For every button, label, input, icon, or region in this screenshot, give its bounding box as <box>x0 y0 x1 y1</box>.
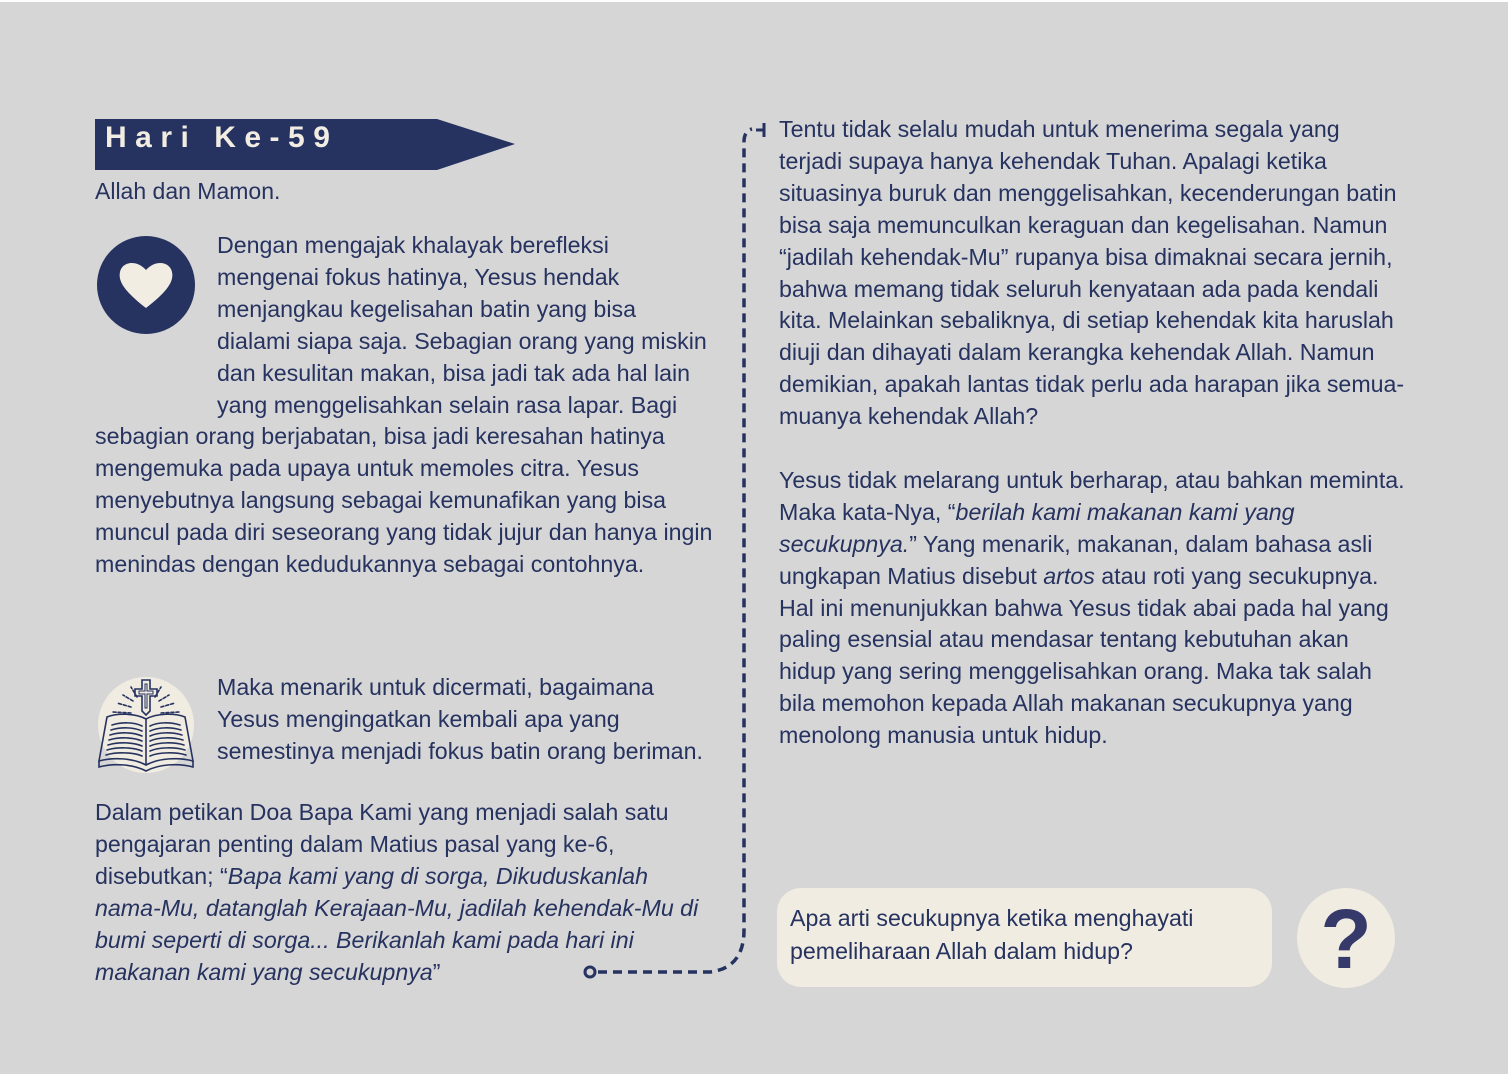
text-segment: ” Yang menarik, makanan, dalam bahasa asli ungkapan Matius disebut <box>779 530 1373 589</box>
page-top-edge <box>0 0 1510 2</box>
page-subtitle: Allah dan Mamon. <box>95 178 281 204</box>
day-label: Hari Ke-59 <box>105 121 339 154</box>
text-segment: atau roti yang secukupnya. Hal ini menunjukkan bahwa Yesus tidak abai pada hal yang paling esensial atau mendasar tentang kebutuhan akan hidup yang sering menggelisahkan orang. Maka tak salah bila memohon kepada Allah makanan secukupnya yang menolong manusia untuk hidup. <box>779 562 1389 749</box>
day-banner <box>95 119 515 170</box>
left-paragraph-2 <box>95 672 720 798</box>
left-paragraph-1 <box>95 230 715 581</box>
question-mark-icon: ? <box>1320 892 1372 986</box>
greek-term: artos <box>1043 562 1095 589</box>
question-badge <box>1297 888 1395 988</box>
paragraph-text <box>95 797 720 988</box>
right-paragraph-1: Tentu tidak selalu mudah untuk menerima segala yang terjadi supaya hanya kehendak Tuhan. Apalagi ketika situasinya buruk dan menggelisahkan, kecenderungan batin bisa saja memunculkan keraguan dan kegelisahan. Namun “jadilah kehendak-Mu” rupanya bisa dimaknai secara jernih, bahwa memang tidak seluruh kenyataan ada pada kendali kita. Melainkan sebaliknya, di setiap kehendak kita haruslah diuji dan dihayati dalam kerangka kehendak Allah. Namun demikian, apakah lantas tidak perlu ada harapan jika semua-muanya kehendak Allah? <box>779 116 1405 430</box>
icon-spacer <box>95 230 217 420</box>
paragraph-text: Maka menarik untuk dicermati, bagaimana Yesus mengingatkan kembali apa yang semestinya menjadi fokus batin orang beriman. <box>217 674 703 764</box>
right-paragraph-2 <box>779 465 1409 752</box>
icon-spacer <box>95 672 217 798</box>
closing-quote: ” <box>432 958 441 985</box>
prayer-quote: berilah kami makanan kami yang secukupnya. <box>779 498 1295 557</box>
prayer-quote: Bapa kami yang di sorga, Dikuduskanlah nama-Mu, datanglah Kerajaan-Mu, jadilah kehendak-Mu di bumi seperti di sorga... Berikanlah kami pada hari ini makanan kami yang secukupnya <box>95 862 699 985</box>
reflection-question: Apa arti secukupnya ketika menghayati pemeliharaan Allah dalam hidup? <box>790 905 1194 964</box>
right-column <box>779 114 1409 752</box>
text-segment: Yesus tidak melarang untuk berharap, atau bahkan meminta. Maka kata-Nya, “ <box>779 466 1405 525</box>
left-paragraph-3 <box>95 797 720 988</box>
lead-text: Dalam petikan Doa Bapa Kami yang menjadi salah satu pengajaran penting dalam Matius pasal yang ke-6, disebutkan; “ <box>95 799 669 889</box>
reflection-question-box <box>777 888 1272 987</box>
paragraph-text: Dengan mengajak khalayak berefleksi mengenai fokus hatinya, Yesus hendak menjangkau kegelisahan batin yang bisa dialami siapa saja. Sebagian orang yang miskin dan kesulitan makan, bisa jadi tak ada hal lain yang menggelisahkan selain rasa lapar. Bagi sebagian orang berjabatan, bisa jadi keresahan hatinya mengemuka pada upaya untuk memoles citra. Yesus menyebutnya langsung sebagai kemunafikan yang bisa muncul pada diri seseorang yang tidak jujur dan hanya ingin menindas dengan kedudukannya sebagai contohnya. <box>95 232 713 578</box>
